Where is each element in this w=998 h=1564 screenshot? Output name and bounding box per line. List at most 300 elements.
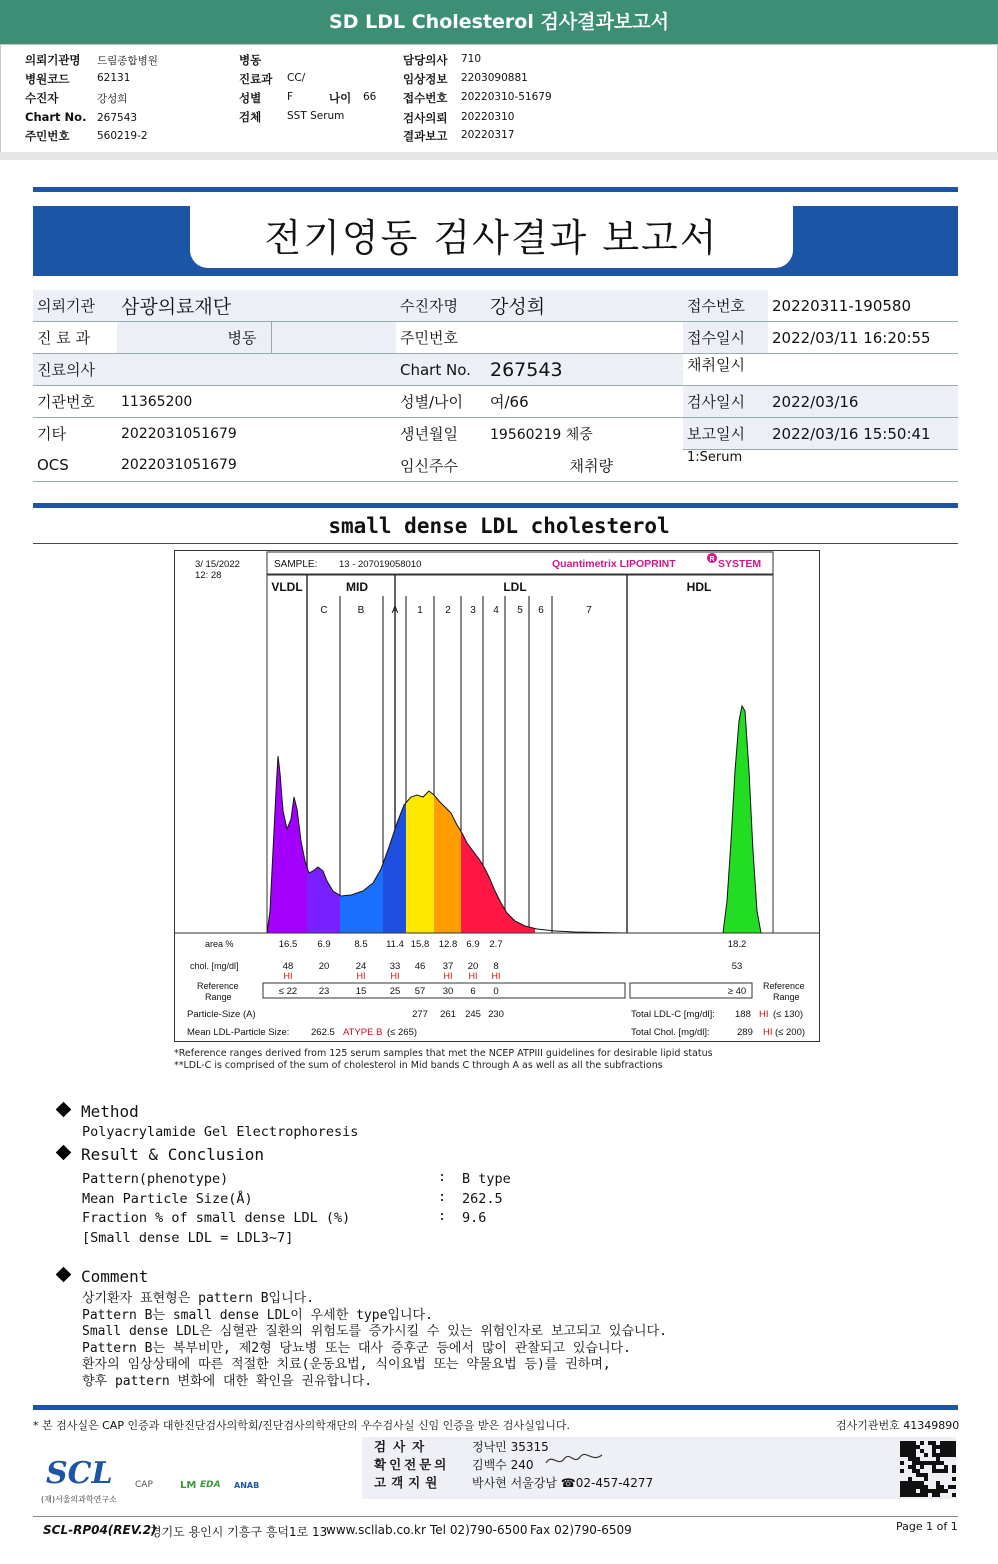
qr-module: [936, 1469, 940, 1473]
reviewer-value: 김백수 240: [472, 1458, 534, 1472]
qr-module: [920, 1485, 924, 1489]
band-label: 4: [493, 605, 499, 616]
qr-module: [932, 1441, 936, 1445]
sd-value: 267543: [97, 112, 138, 124]
qr-module: [952, 1485, 956, 1489]
website: www.scllab.co.kr: [326, 1523, 426, 1537]
qr-module: [916, 1493, 920, 1497]
qr-module: [912, 1453, 916, 1457]
qr-module: [912, 1481, 916, 1485]
qr-module: [932, 1493, 936, 1497]
patient-info-table: [33, 290, 958, 482]
area-value: 2.7: [489, 939, 503, 950]
chart-value: 267543: [486, 354, 683, 386]
comment-line: Pattern B는 복부비만, 제2형 당뇨병 또는 대사 증후군 등에서 많이 관찰되고 있습니다.: [82, 1341, 631, 1356]
org-value: 삼광의료재단: [117, 290, 396, 322]
etc-value: 2022031051679: [121, 425, 237, 442]
qr-module: [904, 1445, 908, 1449]
qr-module: [940, 1449, 944, 1453]
qr-module: [952, 1445, 956, 1449]
sample-value: 13 - 207019058010: [339, 559, 422, 570]
ref-value: 30: [442, 986, 454, 997]
qr-module: [912, 1457, 916, 1461]
chol-value: 46: [414, 961, 426, 972]
ref-value: 15: [355, 986, 367, 997]
comment-line: 상기환자 표현형은 pattern B입니다.: [82, 1291, 315, 1306]
address: 경기도 용인시 기흥구 흥덕1로 13: [150, 1525, 328, 1539]
result-label: Mean Particle Size(Å): [82, 1191, 253, 1207]
qr-module: [908, 1445, 912, 1449]
hi-flag: HI: [283, 971, 293, 981]
sd-value: 20220310: [461, 111, 515, 123]
qr-module: [924, 1473, 928, 1477]
birth-date: 19560219: [490, 426, 562, 443]
qr-module: [904, 1485, 908, 1489]
qr-module: [936, 1461, 940, 1465]
sd-report-title: SD LDL Cholesterol 검사결과보고서: [0, 0, 998, 44]
qr-module: [900, 1481, 904, 1485]
footnote: *Reference ranges derived from 125 serum samples that met the NCEP ATPIII guidelines for desirable lipid status: [174, 1048, 713, 1059]
hi-flag: HI: [390, 971, 400, 981]
hi-flag: HI: [468, 971, 478, 981]
sexage-label: 성별/나이: [396, 386, 486, 418]
group-label: HDL: [686, 580, 712, 594]
ref-right-label: Reference: [763, 981, 805, 991]
qr-module: [904, 1441, 908, 1445]
sample-label: SAMPLE:: [274, 559, 318, 570]
comment-line: Small dense LDL은 심혈관 질환의 위험도를 증가시킬 수 있는 위험인자로 보고되고 있습니다.: [82, 1324, 667, 1339]
reported-label: 보고일시: [683, 418, 768, 450]
bullet-icon: [56, 1145, 72, 1161]
qr-module: [916, 1469, 920, 1473]
qr-module: [912, 1489, 916, 1493]
lab-number: 검사기관번호 41349890: [836, 1419, 960, 1432]
qr-module: [952, 1465, 956, 1469]
tested-value: 2022/03/16: [768, 386, 958, 418]
collected-value: [768, 354, 958, 386]
rrn-value: [486, 322, 683, 354]
fraction-area-4: [406, 791, 434, 933]
qr-module: [932, 1469, 936, 1473]
sd-label: 접수번호: [403, 91, 448, 105]
ocs-label: OCS: [33, 450, 117, 482]
area-value: 12.8: [438, 939, 458, 950]
qr-module: [952, 1449, 956, 1453]
accession-value: 20220311-190580: [768, 290, 958, 322]
divider: [33, 1516, 958, 1517]
qr-module: [944, 1449, 948, 1453]
qr-module: [932, 1489, 936, 1493]
qr-module: [936, 1489, 940, 1493]
tester-value: 정낙민 35315: [472, 1440, 549, 1454]
qr-module: [936, 1457, 940, 1461]
method-text: Polyacrylamide Gel Electrophoresis: [82, 1124, 359, 1140]
sd-label: 주민번호: [25, 129, 70, 143]
fax: Fax 02)790-6509: [530, 1523, 632, 1537]
hdl-peak: [723, 706, 761, 933]
divider: [33, 1405, 958, 1410]
page-number: Page 1 of 1: [896, 1520, 958, 1533]
qr-module: [912, 1493, 916, 1497]
mean-type: ATYPE B: [343, 1027, 383, 1038]
birth-label: 생년월일: [400, 425, 458, 444]
qr-module: [952, 1477, 956, 1481]
sd-label: 검체: [239, 110, 262, 124]
qr-module: [948, 1453, 952, 1457]
cap-logo: CAP: [135, 1480, 153, 1490]
footnote: **LDL-C is comprised of the sum of cholesterol in Mid bands C through A as well as all the subfractions: [174, 1060, 663, 1071]
qr-module: [924, 1489, 928, 1493]
qr-module: [940, 1453, 944, 1457]
qr-module: [936, 1481, 940, 1485]
qr-module: [908, 1453, 912, 1457]
qr-module: [920, 1473, 924, 1477]
qr-module: [916, 1473, 920, 1477]
sd-label: 수진자: [25, 91, 59, 105]
mean-size-label: Mean LDL-Particle Size:: [187, 1027, 290, 1038]
qr-module: [948, 1445, 952, 1449]
lm-logo: LM: [180, 1480, 197, 1491]
comment-line: Pattern B는 small dense LDL이 우세한 type입니다.: [82, 1308, 433, 1323]
group-label: VLDL: [271, 580, 303, 594]
qr-module: [952, 1453, 956, 1457]
ref-row-label: Reference: [197, 981, 239, 991]
particle-size-value: 245: [465, 1009, 481, 1020]
qr-module: [928, 1461, 932, 1465]
signature-icon: [544, 1451, 604, 1469]
sd-value: 드림종합병원: [97, 55, 158, 67]
qr-module: [952, 1469, 956, 1473]
ocs-value: 2022031051679: [117, 450, 396, 482]
volume-label: 채취량: [486, 450, 683, 482]
total-chol-ref: (≤ 200): [775, 1027, 806, 1038]
qr-module: [944, 1469, 948, 1473]
support-label: 고객지원: [374, 1475, 443, 1490]
hi-flag: HI: [356, 971, 366, 981]
band-label: B: [357, 605, 365, 616]
received-value: 2022/03/11 16:20:55: [768, 322, 958, 354]
mean-size-value: 262.5: [311, 1027, 335, 1038]
qr-module: [940, 1441, 944, 1445]
qr-module: [912, 1465, 916, 1469]
total-chol-value: 289: [737, 1027, 753, 1038]
chol-value: 48: [282, 961, 294, 972]
qr-module: [924, 1477, 928, 1481]
chart-time: 12: 28: [195, 570, 222, 581]
chol-row-label: chol. [mg/dl]: [190, 961, 239, 971]
tester-label: 검사자: [374, 1439, 432, 1454]
sd-label: 진료과: [239, 72, 273, 86]
chart-label: Chart No.: [396, 354, 486, 386]
band-label: 7: [586, 605, 592, 616]
qr-module: [900, 1449, 904, 1453]
qr-module: [908, 1485, 912, 1489]
inst-value: 11365200: [117, 386, 396, 418]
qr-module: [908, 1441, 912, 1445]
received-label: 접수일시: [683, 322, 768, 354]
result-value: B type: [462, 1171, 511, 1187]
org-label: 의뢰기관: [33, 290, 117, 322]
result-heading: [58, 1145, 264, 1164]
qr-module: [916, 1481, 920, 1485]
result-label: Pattern(phenotype): [82, 1171, 229, 1187]
qr-module: [904, 1449, 908, 1453]
result-title: Result & Conclusion: [81, 1145, 265, 1164]
sexage-value: 여/66: [486, 386, 683, 418]
page-title: 전기영동 검사결과 보고서: [190, 206, 793, 268]
qr-module: [908, 1465, 912, 1469]
method-heading: [58, 1102, 139, 1121]
qr-module: [916, 1461, 920, 1465]
band-label: C: [320, 605, 328, 616]
ref-right-label2: Range: [773, 992, 800, 1002]
sd-value: 710: [461, 53, 482, 65]
chart-canvas: [175, 551, 819, 1041]
qr-module: [920, 1465, 924, 1469]
qr-module: [932, 1445, 936, 1449]
qr-module: [908, 1477, 912, 1481]
qr-module: [944, 1453, 948, 1457]
qr-module: [908, 1449, 912, 1453]
hi-flag: HI: [443, 971, 453, 981]
qr-module: [904, 1453, 908, 1457]
qr-module: [944, 1489, 948, 1493]
qr-module: [904, 1493, 908, 1497]
sd-label: 임상정보: [403, 72, 448, 86]
ref-value: 6: [470, 986, 476, 997]
qr-module: [900, 1445, 904, 1449]
qr-module: [908, 1493, 912, 1497]
qr-module: [944, 1465, 948, 1469]
qr-module: [940, 1469, 944, 1473]
qr-module: [912, 1441, 916, 1445]
total-ldl-label: Total LDL-C [mg/dl]:: [631, 1009, 715, 1020]
fraction-area-2: [340, 864, 383, 934]
brand-name: Quantimetrix LIPOPRINT: [552, 558, 676, 570]
ref-value: 57: [414, 986, 426, 997]
chol-value: 8: [493, 961, 499, 972]
chol-value: 37: [442, 961, 454, 972]
qr-module: [924, 1485, 928, 1489]
area-value: 6.9: [466, 939, 480, 950]
qr-module: [924, 1461, 928, 1465]
area-value: 8.5: [354, 939, 368, 950]
divider: [33, 503, 958, 508]
weight-label: 체중: [565, 426, 593, 443]
qr-module: [940, 1445, 944, 1449]
particle-size-value: 230: [488, 1009, 504, 1020]
particle-row-label: Particle-Size (A): [187, 1009, 256, 1020]
qr-module: [900, 1485, 904, 1489]
telephone: Tel 02)790-6500: [430, 1523, 528, 1537]
chart-date: 3/ 15/2022: [195, 559, 240, 570]
comment-heading: [58, 1267, 148, 1286]
group-label: LDL: [503, 580, 527, 594]
support-value: 박사현 서울강남 ☎02-457-4277: [472, 1476, 654, 1490]
divider: [33, 543, 958, 544]
qr-module: [912, 1445, 916, 1449]
qr-module: [900, 1493, 904, 1497]
qr-module: [920, 1489, 924, 1493]
qr-module: [940, 1489, 944, 1493]
area-row-label: area %: [205, 939, 234, 949]
qr-module: [916, 1457, 920, 1461]
band-label: 6: [538, 605, 544, 616]
qr-module: [912, 1461, 916, 1465]
qr-module: [908, 1481, 912, 1485]
qr-module: [932, 1449, 936, 1453]
lipoprint-chart: [174, 550, 820, 1042]
area-value: 18.2: [727, 939, 747, 950]
section-title: small dense LDL cholesterol: [328, 514, 670, 538]
ref-value: ≤ 22: [278, 986, 298, 997]
sd-value: 2203090881: [461, 72, 528, 84]
eda-logo: EDA: [200, 1480, 221, 1490]
qr-module: [912, 1449, 916, 1453]
qr-module: [936, 1445, 940, 1449]
sd-value: 강성희: [97, 93, 128, 105]
sd-label: 병원코드: [25, 72, 70, 86]
qr-module: [916, 1485, 920, 1489]
chol-value: 33: [389, 961, 401, 972]
sd-value: CC/: [287, 72, 306, 84]
mean-ref: (≤ 265): [387, 1027, 418, 1038]
qr-module: [952, 1493, 956, 1497]
sd-label: 나이: [329, 91, 352, 105]
form-code: SCL-RP04(REV.2): [43, 1523, 157, 1537]
certification-text: * 본 검사실은 CAP 인증과 대한진단검사의학회/진단검사의학재단의 우수검사실 신임 인증을 받은 검사실입니다.: [33, 1419, 571, 1432]
total-ldl-value: 188: [735, 1009, 751, 1020]
result-colon: :: [438, 1208, 447, 1224]
qr-module: [948, 1449, 952, 1453]
sd-value: 20220317: [461, 129, 515, 141]
total-ldl-ref: (≤ 130): [773, 1009, 804, 1020]
sd-value: 66: [363, 91, 377, 103]
reported-value: 2022/03/16 15:50:41: [768, 418, 958, 450]
brand-mark: R: [709, 556, 715, 563]
qr-module: [936, 1453, 940, 1457]
ref-value: 23: [318, 986, 330, 997]
qr-module: [904, 1489, 908, 1493]
chol-value: 20: [467, 961, 479, 972]
specimen-value: 1:Serum: [683, 450, 958, 482]
qr-module: [900, 1441, 904, 1445]
qr-module: [944, 1445, 948, 1449]
qr-module: [952, 1441, 956, 1445]
area-value: 6.9: [317, 939, 331, 950]
ref-row-label2: Range: [205, 992, 232, 1002]
result-label: Fraction % of small dense LDL (%): [82, 1210, 351, 1226]
qr-module: [924, 1493, 928, 1497]
qr-module: [900, 1453, 904, 1457]
sd-value: 20220310-51679: [461, 91, 552, 103]
comment-title: Comment: [81, 1267, 149, 1286]
qr-module: [936, 1493, 940, 1497]
band-label: A: [391, 605, 399, 616]
sd-label: 병동: [239, 53, 262, 67]
qr-module: [920, 1481, 924, 1485]
result-colon: :: [438, 1189, 447, 1205]
scl-logo: SCL: [46, 1456, 113, 1491]
qr-module: [928, 1489, 932, 1493]
area-value: 15.8: [410, 939, 430, 950]
result-value: 262.5: [462, 1191, 503, 1207]
etc-label: 기타: [37, 425, 66, 444]
qr-module: [940, 1485, 944, 1489]
qr-module: [920, 1493, 924, 1497]
chol-value: 53: [731, 961, 743, 972]
fraction-area-5: [434, 795, 461, 933]
doctor-label: 진료의사: [33, 354, 117, 386]
qr-module: [900, 1461, 904, 1465]
sd-value: 62131: [97, 72, 131, 84]
qr-module: [920, 1449, 924, 1453]
accession-label: 접수번호: [683, 290, 768, 322]
fraction-area-1: [307, 867, 340, 933]
patient-label: 수진자명: [396, 290, 486, 322]
qr-module: [920, 1461, 924, 1465]
ref-value: 25: [389, 986, 401, 997]
qr-module: [900, 1489, 904, 1493]
qr-module: [912, 1485, 916, 1489]
divider: [33, 187, 958, 192]
birth-value: [486, 418, 683, 450]
signature-box: [362, 1437, 956, 1499]
bullet-icon: [56, 1102, 72, 1118]
ward-value: 병동: [117, 322, 271, 354]
total-chol-flag: HI: [763, 1027, 773, 1038]
result-colon: :: [438, 1169, 447, 1185]
chol-value: 24: [355, 961, 367, 972]
qr-module: [912, 1469, 916, 1473]
ref-value: 0: [493, 986, 499, 997]
comment-line: 향후 pattern 변화에 대한 확인을 권유합니다.: [82, 1374, 373, 1389]
qr-module: [948, 1485, 952, 1489]
sd-info-panel: [0, 44, 998, 154]
qr-module: [920, 1441, 924, 1445]
qr-module: [940, 1461, 944, 1465]
method-title: Method: [81, 1102, 139, 1121]
dept-label: 진 료 과: [33, 322, 117, 354]
sd-label: 의뢰기관명: [25, 53, 81, 67]
fraction-area-6: [461, 831, 535, 933]
area-value: 16.5: [278, 939, 298, 950]
divider: [0, 152, 998, 160]
qr-module: [932, 1465, 936, 1469]
result-value: 9.6: [462, 1210, 487, 1226]
brand-suffix: SYSTEM: [718, 558, 762, 570]
preg-label: 임신주수: [396, 450, 486, 482]
band-label: 3: [470, 605, 476, 616]
qr-module: [916, 1445, 920, 1449]
collected-label: 채취일시: [683, 354, 768, 386]
chol-value: 20: [318, 961, 330, 972]
qr-module: [932, 1461, 936, 1465]
band-label: 2: [445, 605, 451, 616]
qr-module: [908, 1489, 912, 1493]
dept-value: [271, 322, 396, 354]
total-chol-label: Total Chol. [mg/dl]:: [631, 1027, 710, 1038]
group-label: MID: [346, 580, 368, 594]
band-label: 5: [517, 605, 523, 616]
inst-label: 기관번호: [33, 386, 117, 418]
sd-label: 담당의사: [403, 53, 448, 67]
qr-module: [908, 1457, 912, 1461]
qr-module: [932, 1453, 936, 1457]
sd-value: 560219-2: [97, 130, 148, 142]
ref-value: ≥ 40: [727, 986, 747, 997]
scl-logo-sub: (재)서울의과학연구소: [41, 1495, 117, 1504]
